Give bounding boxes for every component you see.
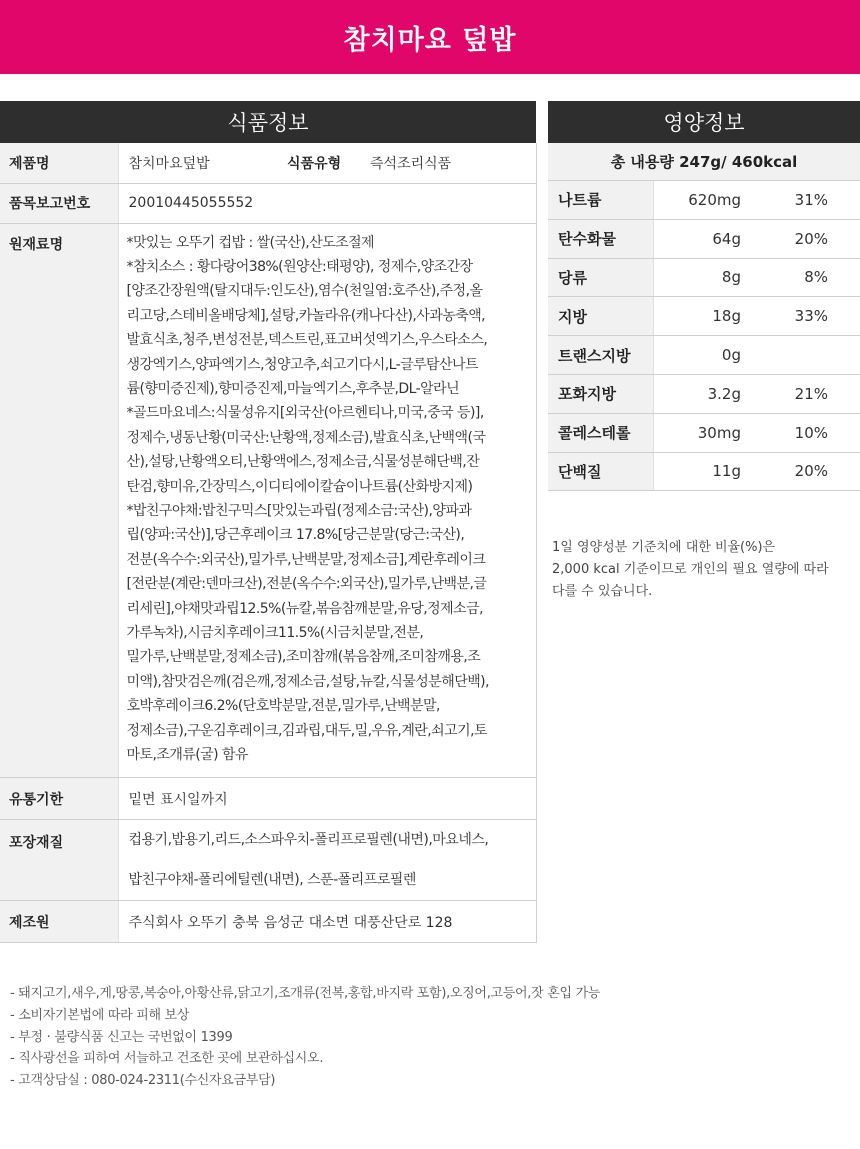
nutrition-total: 총 내용량 247g/ 460kcal <box>548 143 860 181</box>
nutrition-row <box>548 297 860 336</box>
nutrient-percent: 20% <box>794 462 828 481</box>
report-no-value: 20010445055552 <box>118 183 536 223</box>
nutrient-amount: 11g <box>712 462 741 481</box>
nutrition-row <box>548 220 860 259</box>
ingredient-line: 밀가루,난백분말,정제소금),조미참깨(볶음참깨,조미참깨용,조 <box>126 649 481 666</box>
nutrition-row <box>548 453 860 492</box>
notice-line: - 직사광선을 피하여 서늘하고 건조한 곳에 보관하십시오. <box>10 1051 324 1067</box>
nutrient-name: 트랜스지방 <box>548 336 654 374</box>
nutrient-name: 포화지방 <box>548 375 654 413</box>
expiry-value: 밑면 표시일까지 <box>118 778 536 820</box>
ingredients-value <box>118 223 536 778</box>
nutrient-name: 당류 <box>548 259 654 297</box>
ingredient-line: [양조간장원액(탈지대두:인도산),염수(천일염:호주산),주정,올 <box>126 283 483 300</box>
ingredient-line: *맛있는 오뚜기 컵밥 : 쌀(국산),산도조절제 <box>126 234 375 251</box>
ingredient-line: 호박후레이크6.2%(단호박분말,전분,밀가루,난백분말, <box>126 698 440 715</box>
ingredient-line: 리세린],야채맛과립12.5%(뉴칼,볶음참깨분말,유당,정제소금, <box>126 600 483 617</box>
nutrient-amount: 8g <box>721 268 741 287</box>
nutrition-row <box>548 259 860 298</box>
manufacturer-value: 주식회사 오뚜기 충북 음성군 대소면 대풍산단로 128 <box>118 901 536 943</box>
notice-line: - 돼지고기,새우,게,땅콩,복숭아,아황산류,닭고기,조개류(전복,홍합,바지락 포함),오징어,고등어,잣 혼입 가능 <box>10 986 601 1001</box>
notice-line: - 고객상담실 : 080-024-2311(수신자요금부담) <box>10 1073 276 1089</box>
nutrient-percent: 33% <box>794 307 828 326</box>
title-banner <box>0 0 860 74</box>
product-name-label: 제품명 <box>0 143 118 183</box>
food-type-label: 식품유형 <box>275 143 360 183</box>
nutrient-amount: 3.2g <box>707 384 741 403</box>
nutrient-percent: 21% <box>794 384 828 403</box>
nutrition-note <box>552 537 852 603</box>
ingredient-line: *참치소스 : 황다랑어38%(원양산:태평양), 정제수,양조간장 <box>126 258 473 275</box>
food-info-panel <box>0 101 536 943</box>
ingredients-label: 원재료명 <box>0 223 118 778</box>
page-title: 참치마요 덮밥 <box>343 24 517 56</box>
nutrient-name: 지방 <box>548 297 654 335</box>
nutrient-name: 탄수화물 <box>548 220 654 258</box>
nutrient-percent: 20% <box>794 229 828 248</box>
food-type-value: 즉석조리식품 <box>360 143 536 183</box>
nutrition-row <box>548 181 860 220</box>
note-line: 2,000 kcal 기준이므로 개인의 필요 열량에 따라 <box>552 562 829 577</box>
ingredient-line: 생강엑기스,양파엑기스,청양고추,쇠고기다시,L-글루탐산나트 <box>126 356 478 373</box>
nutrient-amount: 0g <box>721 346 741 365</box>
nutrient-amount: 30mg <box>697 423 741 442</box>
notice-line: - 부정 · 불량식품 신고는 국번없이 1399 <box>10 1029 233 1045</box>
row-expiry <box>0 778 536 820</box>
packaging-label: 포장재질 <box>0 820 118 901</box>
ingredient-line: 전분(옥수수:외국산),밀가루,난백분말,정제소금],계란후레이크 <box>126 551 486 568</box>
nutrient-name: 나트륨 <box>548 181 654 219</box>
product-name-value: 참치마요덮밥 <box>118 143 275 183</box>
row-report-no <box>0 183 536 223</box>
row-ingredients <box>0 223 536 778</box>
ingredient-line: 산),설탕,난황액오티,난황액에스,정제소금,식물성분해단백,잔 <box>126 454 480 471</box>
nutrient-percent: 31% <box>794 190 828 209</box>
ingredient-line: 발효식초,청주,변성전분,덱스트린,표고버섯엑기스,우스타소스, <box>126 332 488 349</box>
ingredient-line: 미액),참맛검은깨(검은깨,정제소금,설탕,뉴칼,식물성분해단백), <box>126 673 489 690</box>
ingredient-line: 리고당,스테비올배당체],설탕,카놀라유(캐나다산),사과농축액, <box>126 307 486 324</box>
ingredient-line: 륨(향미증진제),향미증진제,마늘엑기스,후추분,DL-알라닌 <box>126 380 460 397</box>
packaging-line: 밥친구야채-폴리에틸렌(내면), 스푼-폴리프로필렌 <box>128 872 416 889</box>
nutrient-name: 단백질 <box>548 453 654 491</box>
ingredient-line: *골드마요네스:식물성유지[외국산(아르헨티나,미국,중국 등)], <box>126 405 484 422</box>
nutrition-header: 영양정보 <box>548 101 860 143</box>
nutrient-amount: 64g <box>712 229 741 248</box>
ingredient-line: 탄검,향미유,간장믹스,이디티에이칼슘이나트륨(산화방지제) <box>126 478 473 495</box>
footer-notes <box>10 983 850 1092</box>
nutrition-row <box>548 336 860 375</box>
row-product <box>0 143 536 183</box>
report-no-label: 품목보고번호 <box>0 183 118 223</box>
packaging-line: 컵용기,밥용기,리드,소스파우치-폴리프로필렌(내면),마요네스, <box>128 832 489 849</box>
row-manufacturer <box>0 901 536 943</box>
manufacturer-label: 제조원 <box>0 901 118 943</box>
ingredient-line: 가루녹차),시금치후레이크11.5%(시금치분말,전분, <box>126 625 424 641</box>
row-packaging <box>0 820 536 901</box>
ingredient-line: 정제소금),구운김후레이크,김과립,대두,밀,우유,계란,쇠고기,토 <box>126 722 487 739</box>
note-line: 1일 영양성분 기준치에 대한 비율(%)은 <box>552 540 776 555</box>
expiry-label: 유통기한 <box>0 778 118 820</box>
ingredient-line: 마토,조개류(굴) 함유 <box>126 747 248 764</box>
notice-line: - 소비자기본법에 따라 피해 보상 <box>10 1007 190 1023</box>
nutrition-row <box>548 375 860 414</box>
nutrient-amount: 18g <box>712 307 741 326</box>
nutrient-percent: 10% <box>794 423 828 442</box>
ingredient-line: [전란분(계란:덴마크산),전분(옥수수:외국산),밀가루,난백분,글 <box>126 576 487 593</box>
nutrient-percent: 8% <box>804 268 828 287</box>
ingredient-line: *밥친구야채:밥친구믹스[맛있는과립(정제소금:국산),양파과 <box>126 502 472 519</box>
ingredient-line: 정제수,냉동난황(미국산:난황액,정제소금),발효식초,난백액(국 <box>126 429 486 446</box>
note-line: 다를 수 있습니다. <box>552 584 653 599</box>
nutrition-row <box>548 414 860 453</box>
packaging-value <box>118 820 536 901</box>
nutrient-name: 콜레스테롤 <box>548 414 654 452</box>
food-info-table <box>0 143 537 943</box>
food-info-header: 식품정보 <box>0 101 536 143</box>
ingredient-line: 립(양파:국산)],당근후레이크 17.8%[당근분말(당근:국산), <box>126 527 465 544</box>
nutrient-amount: 620mg <box>688 190 741 209</box>
nutrition-panel <box>548 101 860 491</box>
